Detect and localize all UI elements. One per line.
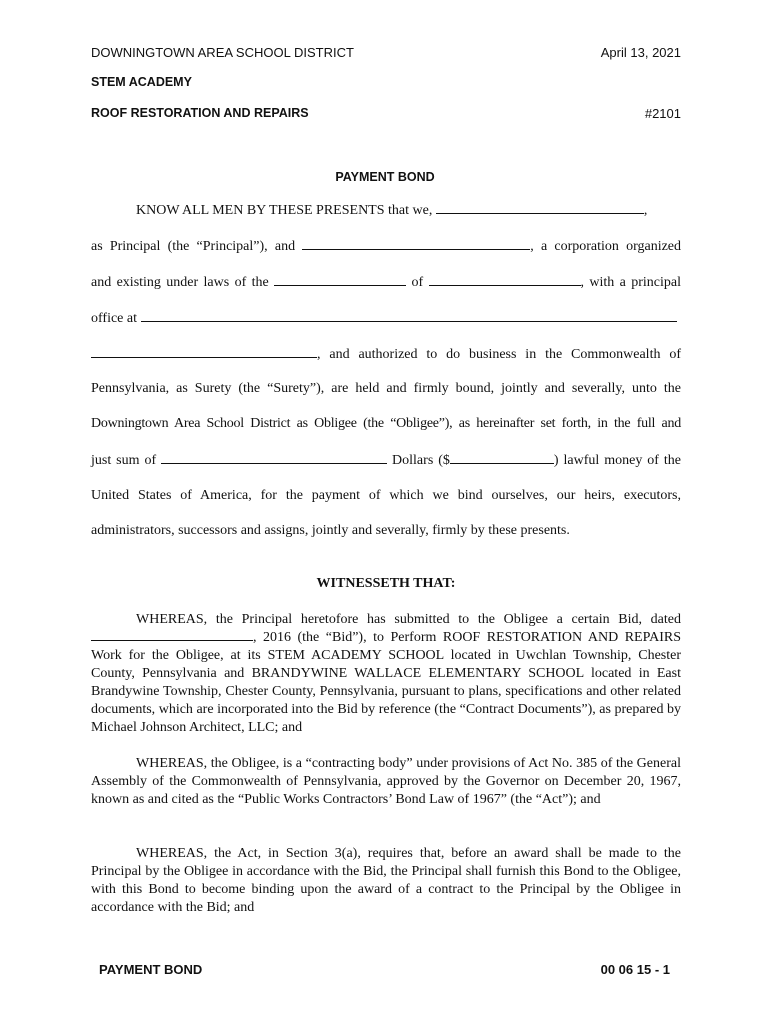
- office-address-blank[interactable]: [141, 310, 677, 322]
- sum-amount-blank[interactable]: [450, 452, 554, 464]
- footer-title: PAYMENT BOND: [99, 962, 203, 977]
- opening-line-4: office at: [91, 310, 681, 327]
- header-district: DOWNINGTOWN AREA SCHOOL DISTRICT: [91, 45, 354, 60]
- page-title: PAYMENT BOND: [335, 170, 435, 184]
- whereas-1-body: Work for the Obligee, at its STEM ACADEMY SCHOOL located in Uwchlan Township, Chester County, Pennsylvania and BRANDYWINE WALLACE ELEMENTARY SCHOOL located in East Brandywine Township, Chester County, Pennsylvania, pursuant to plans, specifications and other related documents, which are incorporated into the Bid by reference (the “Contract Documents”), as prepared by Michael Johnson Architect, LLC; and: [91, 648, 681, 735]
- whereas-paragraph-2: WHEREAS, the Obligee, is a “contracting body” under provisions of Act No. 385 of the General Assembly of the Commonwealth of Pennsylvania, approved by the Governor on December 20, 1967, known as and cited as the “Public Works Contractors’ Bond Law of 1967” (the “Act”); and: [91, 756, 681, 807]
- bid-date-blank[interactable]: [91, 629, 253, 641]
- whereas-1-line-2: , 2016 (the “Bid”), to Perform ROOF RESTORATION AND REPAIRS: [91, 629, 681, 647]
- opening-line-7: Downingtown Area School District as Obligee (the “Obligee”), as hereinafter set forth, in the full and: [91, 416, 681, 431]
- header-project-number: #2101: [644, 106, 681, 121]
- surety-name-blank[interactable]: [302, 238, 530, 250]
- principal-name-blank[interactable]: [436, 202, 644, 214]
- state-blank[interactable]: [429, 274, 581, 286]
- header-project: ROOF RESTORATION AND REPAIRS: [91, 106, 309, 120]
- witnesseth-heading: WITNESSETH THAT:: [316, 576, 456, 591]
- footer-page-number: 00 06 15 - 1: [600, 962, 670, 977]
- opening-line-8: just sum of Dollars ($ ) lawful money of the: [91, 453, 681, 468]
- sum-words-blank[interactable]: [161, 452, 387, 464]
- opening-line-5: , and authorized to do business in the Commonwealth of: [91, 346, 681, 363]
- whereas-paragraph-1: [91, 611, 681, 737]
- opening-line-3: and existing under laws of the of , with a principal: [91, 275, 681, 290]
- whereas-paragraph-3: WHEREAS, the Act, in Section 3(a), requires that, before an award shall be made to the Principal by the Obligee in accordance with the Bid, the Principal shall furnish this Bond to the Obligee, with this Bond to become binding upon the award of a contract to the Principal by the Obligee in accordance with the Bid; and: [91, 846, 681, 915]
- opening-line-1: KNOW ALL MEN BY THESE PRESENTS that we, ,: [136, 203, 648, 218]
- opening-line-10: administrators, successors and assigns, jointly and severally, firmly by these presents.: [91, 523, 570, 538]
- header-date: April 13, 2021: [600, 45, 681, 60]
- opening-line-6: Pennsylvania, as Surety (the “Surety”), are held and firmly bound, jointly and severally, unto the: [91, 381, 681, 396]
- laws-of-blank[interactable]: [274, 274, 406, 286]
- whereas-1-line-1: WHEREAS, the Principal heretofore has submitted to the Obligee a certain Bid, dated: [136, 612, 681, 627]
- opening-line-9: United States of America, for the payment of which we bind ourselves, our heirs, executors,: [91, 488, 681, 503]
- office-address-continued-blank[interactable]: [91, 346, 317, 358]
- header-academy: STEM ACADEMY: [91, 75, 192, 89]
- opening-line-2: as Principal (the “Principal”), and , a corporation organized: [91, 239, 682, 254]
